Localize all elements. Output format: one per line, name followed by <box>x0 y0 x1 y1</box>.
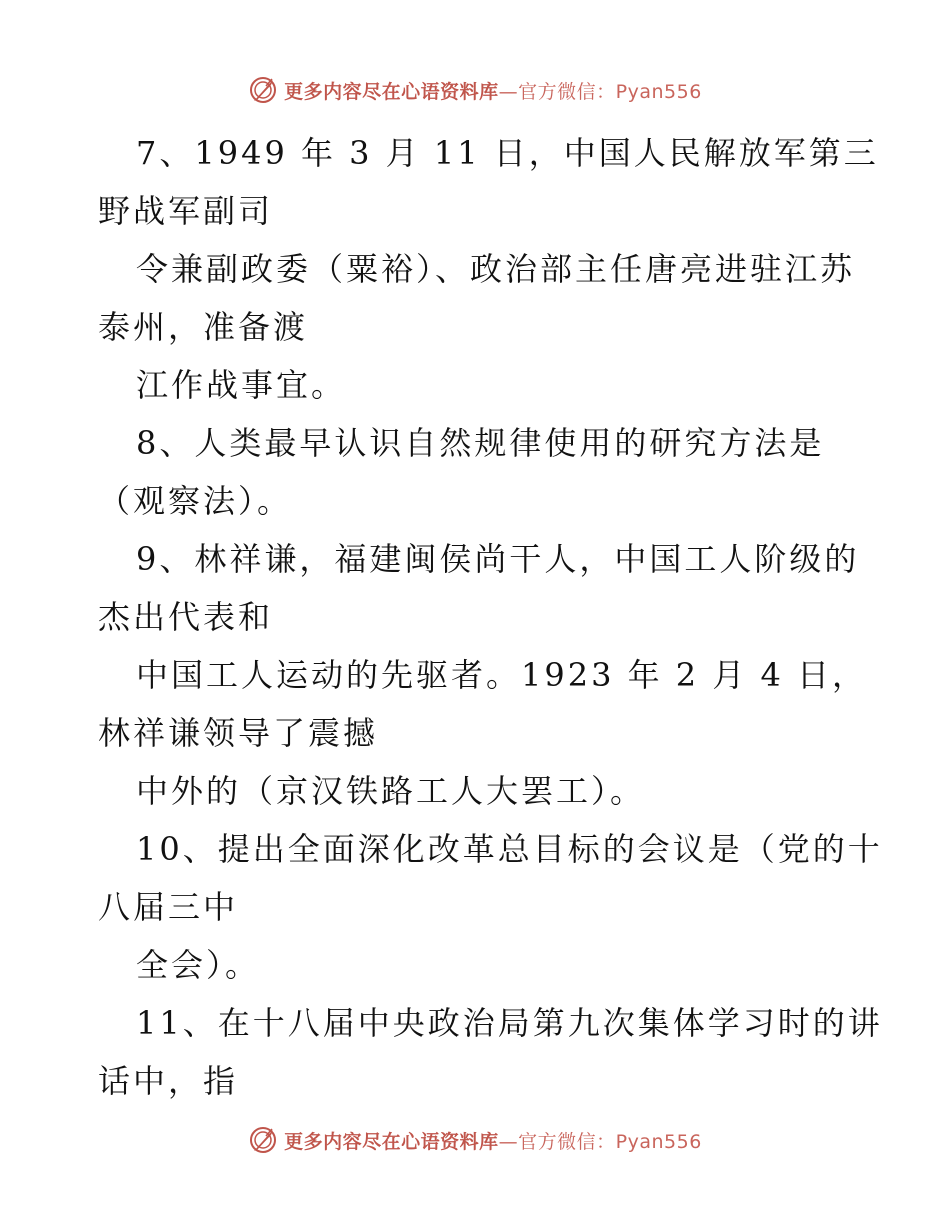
header-separator: — <box>498 80 519 103</box>
text-line: 11、在十八届中央政治局第九次集体学习时的讲 <box>136 1004 883 1042</box>
footer-wechat-text: 官方微信：Pyan556 <box>518 1130 702 1153</box>
text-line: 9、林祥谦，福建闽侯尚干人，中国工人阶级的 <box>136 540 860 578</box>
text-line: 八届三中 <box>98 888 239 926</box>
footer-watermark-banner <box>0 1120 950 1160</box>
header-wechat-text: 官方微信：Pyan556 <box>518 80 702 103</box>
text-line: 江作战事宜。 <box>136 366 347 404</box>
footer-site-text: 更多内容尽在心语资料库 <box>284 1130 499 1153</box>
feather-pen-logo-icon <box>248 1125 278 1155</box>
text-line: 8、人类最早认识自然规律使用的研究方法是 <box>136 424 825 462</box>
feather-pen-logo-icon <box>248 75 278 105</box>
text-line: （观察法）。 <box>98 482 293 520</box>
text-line: 话中，指 <box>98 1062 239 1100</box>
text-line: 令兼副政委（粟裕）、政治部主任唐亮进驻江苏 <box>136 250 856 288</box>
text-line: 泰州，准备渡 <box>98 308 309 346</box>
text-line: 中国工人运动的先驱者。1923 年 2 月 4 日， <box>136 656 868 694</box>
text-line: 野战军副司 <box>98 192 274 230</box>
header-site-text: 更多内容尽在心语资料库 <box>284 80 499 103</box>
text-line: 10、提出全面深化改革总目标的会议是（党的十 <box>136 830 883 868</box>
text-line: 林祥谦领导了震撼 <box>98 714 379 752</box>
footer-separator: — <box>498 1130 519 1153</box>
text-line: 中外的（京汉铁路工人大罢工）。 <box>136 772 646 810</box>
text-line: 全会）。 <box>136 946 261 984</box>
text-line: 7、1949 年 3 月 11 日，中国人民解放军第三 <box>136 134 879 172</box>
document-body <box>98 124 883 1110</box>
header-watermark-banner <box>0 70 950 110</box>
text-line: 杰出代表和 <box>98 598 274 636</box>
